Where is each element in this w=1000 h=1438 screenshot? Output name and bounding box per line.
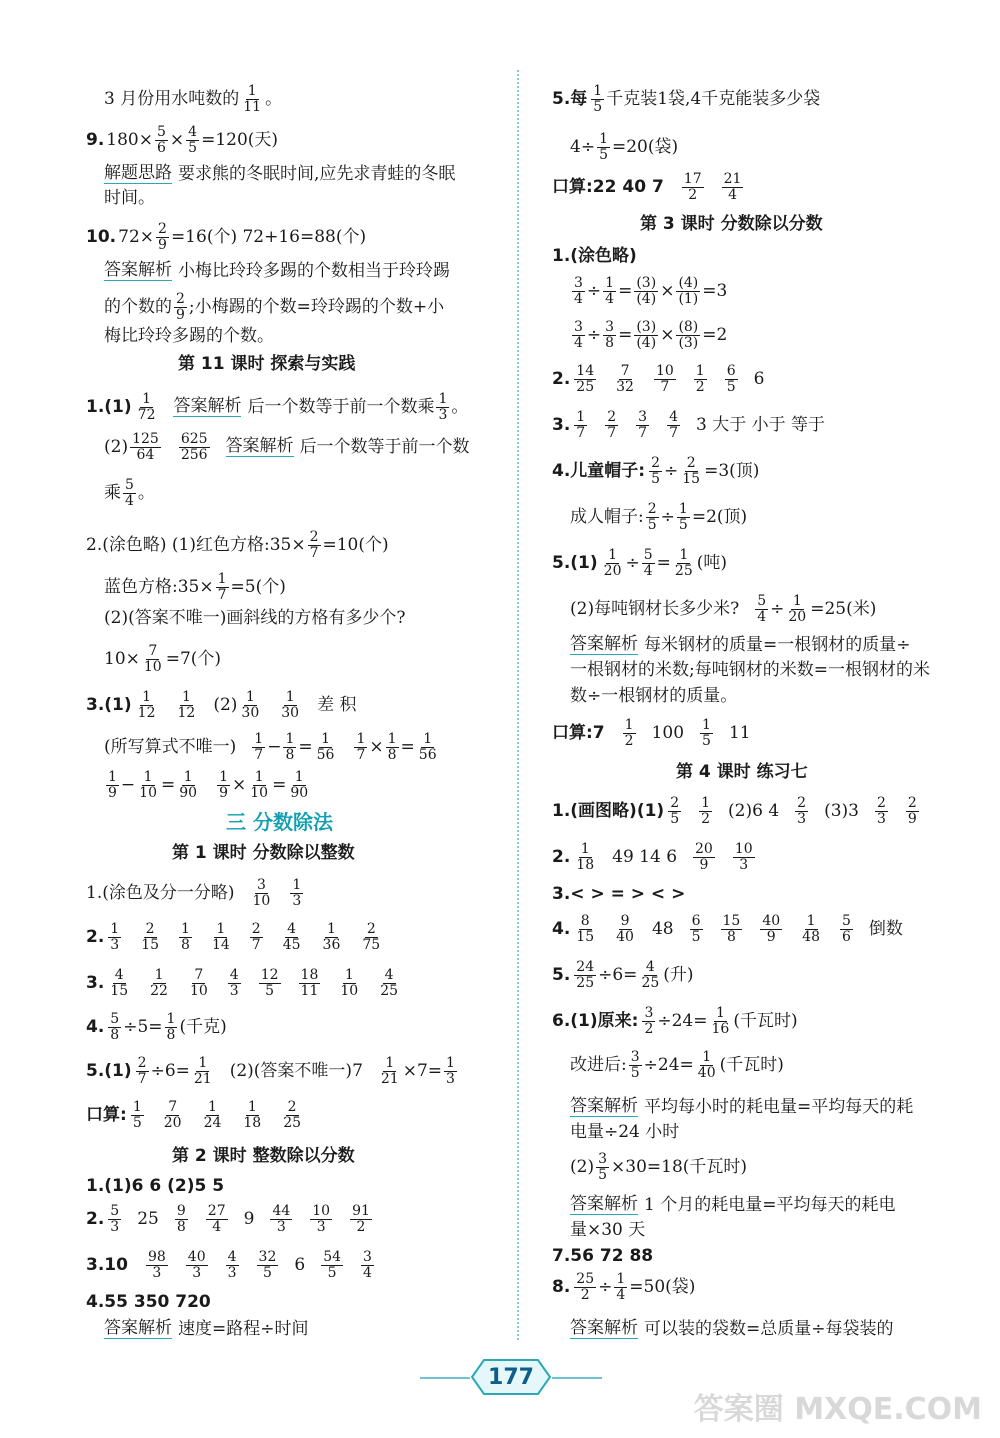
s1-q4: 4. $\frac{5}{8}$ ÷5= $\frac{1}{8}$ (千克) xyxy=(86,1011,227,1043)
s2-q3: 3.10 $\frac{98}{3}$ $\frac{40}{3}$ $\frac{4}{3}$ $\frac{32}{5}$ 6 $\frac{54}{5}$ $\frac{3}{4}$ xyxy=(86,1249,372,1281)
heading-lesson-11: 第 11 课时 探索与实践 xyxy=(178,354,356,374)
r4-q2: 2. $\frac{1}{18}$ 49 14 6 $\frac{20}{9}$ $\frac{10}{3}$ xyxy=(552,841,753,873)
r3-q5-ex1: 答案解析 每米钢材的质量=一根钢材的质量÷ xyxy=(570,634,911,655)
r3-q1: 1.(涂色略) xyxy=(552,246,637,266)
s1-q1: 1.(涂色及分一分略) $\frac{3}{10}$ $\frac{1}{3}$ xyxy=(86,877,302,909)
r-q5: 5.每 $\frac{1}{5}$ 千克装1袋,4千克能装多少袋 xyxy=(552,83,821,115)
heading-lesson-3: 第 3 课时 分数除以分数 xyxy=(640,214,823,234)
l11-q3-c: $\frac{1}{9}$ − $\frac{1}{10}$ = $\frac{1}{90}$ $\frac{1}{9}$ × $\frac{1}{10}$ = $\frac{1}{90}$ xyxy=(108,769,309,801)
l11-q1-3: 乘 $\frac{5}{4}$ 。 xyxy=(104,477,155,509)
l11-q2-c: (2)(答案不唯一)画斜线的方格有多少个? xyxy=(104,608,406,628)
r-q5-b: 4÷ $\frac{1}{5}$ =20(袋) xyxy=(570,131,679,163)
q9-tips-2: 时间。 xyxy=(104,188,155,208)
q10-ex1: 答案解析 小梅比玲玲多踢的个数相当于玲玲踢 xyxy=(104,260,450,281)
r4-q6-ex1: 答案解析 平均每小时的耗电量=平均每天的耗 xyxy=(570,1096,914,1117)
r4-q4: 4. $\frac{8}{15}$ $\frac{9}{40}$ 48 $\frac{6}{5}$ $\frac{15}{8}$ $\frac{40}{9}$ $\frac{1}{48}$ $\frac{5}{6}$ 倒数 xyxy=(552,913,903,945)
r3-q5-ex2: 一根钢材的米数;每吨钢材的米数=一根钢材的米 xyxy=(570,660,930,680)
r4-q7: 7.56 72 88 xyxy=(552,1246,654,1266)
l11-q1-2: (2) $\frac{125}{64}$ $\frac{625}{256}$ 答案解析 后一个数等于前一个数 xyxy=(104,431,470,463)
section-fraction-division: 三 分数除法 xyxy=(226,810,333,834)
r4-q8: 8. $\frac{25}{2}$ ÷ $\frac{1}{4}$ =50(袋) xyxy=(552,1271,696,1303)
r3-q4-b: 成人帽子: $\frac{2}{5}$ ÷ $\frac{1}{5}$ =2(顶) xyxy=(570,501,748,533)
r4-q6-ex2: 电量÷24 小时 xyxy=(570,1122,680,1142)
r4-q3: 3.< > = > < > xyxy=(552,884,686,904)
s1-q3: 3. $\frac{4}{15}$ $\frac{1}{22}$ $\frac{7}{10}$ $\frac{4}{3}$ $\frac{12}{5}$ $\frac{18}{11}$ $\frac{1}{10}$ $\frac{4}{25}$ xyxy=(86,967,399,999)
r3-q5-ex3: 数÷一根钢材的质量。 xyxy=(570,686,738,706)
l11-q2-d: 10× $\frac{7}{10}$ =7(个) xyxy=(104,643,222,675)
r4-q6: 6.(1)原来: $\frac{3}{2}$ ÷24= $\frac{1}{16}$ (千瓦时) xyxy=(552,1005,798,1037)
r4-q5: 5. $\frac{24}{25}$ ÷6= $\frac{4}{25}$ (升) xyxy=(552,959,694,991)
r3-q1-b: $\frac{3}{4}$ ÷ $\frac{3}{8}$ = $\frac{(3)}{(4)}$ × $\frac{(8)}{(3)}$ =2 xyxy=(574,319,728,351)
r3-q1-a: $\frac{3}{4}$ ÷ $\frac{1}{4}$ = $\frac{(3)}{(4)}$ × $\frac{(4)}{(1)}$ =3 xyxy=(574,275,728,307)
s1-q5: 5.(1) $\frac{2}{7}$ ÷6= $\frac{1}{21}$ (2)(答案不唯一)7 $\frac{1}{21}$ ×7= $\frac{1}{3}$ xyxy=(86,1055,455,1087)
heading-lesson-2: 第 2 课时 整数除以分数 xyxy=(172,1146,355,1166)
r4-q6-b: 改进后: $\frac{3}{5}$ ÷24= $\frac{1}{40}$ (千瓦时) xyxy=(570,1049,784,1081)
l11-q2: 2.(涂色略) (1)红色方格:35× $\frac{2}{7}$ =10(个) xyxy=(86,529,389,561)
s1-q2: 2. $\frac{1}{3}$ $\frac{2}{15}$ $\frac{1}{8}$ $\frac{1}{14}$ $\frac{2}{7}$ $\frac{4}{45}$ $\frac{1}{36}$ $\frac{2}{75}$ xyxy=(86,921,381,953)
r4-q6-ex4: 量×30 天 xyxy=(570,1220,646,1240)
q10-ex3: 梅比玲玲多踢的个数。 xyxy=(104,326,274,346)
l11-q3: 3.(1) $\frac{1}{12}$ $\frac{1}{12}$ (2) $\frac{1}{30}$ $\frac{1}{30}$ 差 积 xyxy=(86,689,357,721)
page-number-rule-right xyxy=(552,1377,602,1379)
l11-q2-b: 蓝色方格:35× $\frac{1}{7}$ =5(个) xyxy=(104,571,286,603)
r4-q1: 1.(画图略)(1) $\frac{2}{5}$ $\frac{1}{2}$ (2)6 4 $\frac{2}{3}$ (3)3 $\frac{2}{3}$ $\frac{2}{9}$ xyxy=(552,795,917,827)
s2-q1: 1.(1)6 6 (2)5 5 xyxy=(86,1176,225,1196)
page-number-rule-left xyxy=(420,1377,470,1379)
q9: 9. 180× $\frac{5}{6}$ × $\frac{4}{5}$ =120(天) xyxy=(86,124,279,156)
heading-lesson-1: 第 1 课时 分数除以整数 xyxy=(172,843,355,863)
line-q8-end: 3 月份用水吨数的 $\frac{1}{11}$ 。 xyxy=(104,83,283,115)
r-oral-1: 口算:22 40 7 $\frac{17}{2}$ $\frac{21}{4}$ xyxy=(552,171,742,203)
l11-q3-b: (所写算式不唯一) $\frac{1}{7}$ − $\frac{1}{8}$ = $\frac{1}{56}$ $\frac{1}{7}$ × $\frac{1}{8}$ = $\frac{1}{56}$ xyxy=(104,731,437,763)
l11-q1-1: 1.(1) $\frac{1}{72}$ 答案解析 后一个数等于前一个数乘 $\frac{1}{3}$ 。 xyxy=(86,391,469,423)
s1-oral: 口算: $\frac{1}{5}$ $\frac{7}{20}$ $\frac{1}{24}$ $\frac{1}{18}$ $\frac{2}{25}$ xyxy=(86,1099,302,1131)
r-oral-2: 口算:7 $\frac{1}{2}$ 100 $\frac{1}{5}$ 11 xyxy=(552,717,751,749)
column-divider xyxy=(517,70,519,1340)
heading-lesson-4: 第 4 课时 练习七 xyxy=(676,762,808,782)
r4-q8-ex: 答案解析 可以装的袋数=总质量÷每袋装的 xyxy=(570,1318,894,1339)
r3-q5: 5.(1) $\frac{1}{20}$ ÷ $\frac{5}{4}$ = $\frac{1}{25}$ (吨) xyxy=(552,547,727,579)
watermark: 答案圈 MXQE.COM xyxy=(693,1392,982,1427)
page-number: 177 xyxy=(488,1364,534,1390)
s2-q4: 4.55 350 720 xyxy=(86,1292,211,1312)
r3-q4: 4.儿童帽子: $\frac{2}{5}$ ÷ $\frac{2}{15}$ =3(顶) xyxy=(552,455,760,487)
q10-ex2: 的个数的 $\frac{2}{9}$ ;小梅踢的个数=玲玲踢的个数+小 xyxy=(104,291,445,323)
r4-q6-2: (2) $\frac{3}{5}$ ×30=18(千瓦时) xyxy=(570,1151,748,1183)
r4-q6-ex3: 答案解析 1 个月的耗电量=平均每天的耗电 xyxy=(570,1194,896,1215)
s2-q4-ex: 答案解析 速度=路程÷时间 xyxy=(104,1318,309,1339)
s2-q2: 2. $\frac{5}{3}$ 25 $\frac{9}{8}$ $\frac{27}{4}$ 9 $\frac{44}{3}$ $\frac{10}{3}$ $\frac{91}{2}$ xyxy=(86,1203,370,1235)
r3-q2: 2. $\frac{14}{25}$ $\frac{7}{32}$ $\frac{10}{7}$ $\frac{1}{2}$ $\frac{6}{5}$ 6 xyxy=(552,363,765,395)
q10: 10. 72× $\frac{2}{9}$ =16(个) 72+16=88(个) xyxy=(86,221,367,253)
q9-tips: 解题思路 要求熊的冬眠时间,应先求青蛙的冬眠 xyxy=(104,163,456,184)
r3-q3: 3. $\frac{1}{7}$ $\frac{2}{7}$ $\frac{3}{7}$ $\frac{4}{7}$ 3 大于 小于 等于 xyxy=(552,409,826,441)
r3-q5-b: (2)每吨钢材长多少米? $\frac{5}{4}$ ÷ $\frac{1}{20}$ =25(米) xyxy=(570,593,877,625)
